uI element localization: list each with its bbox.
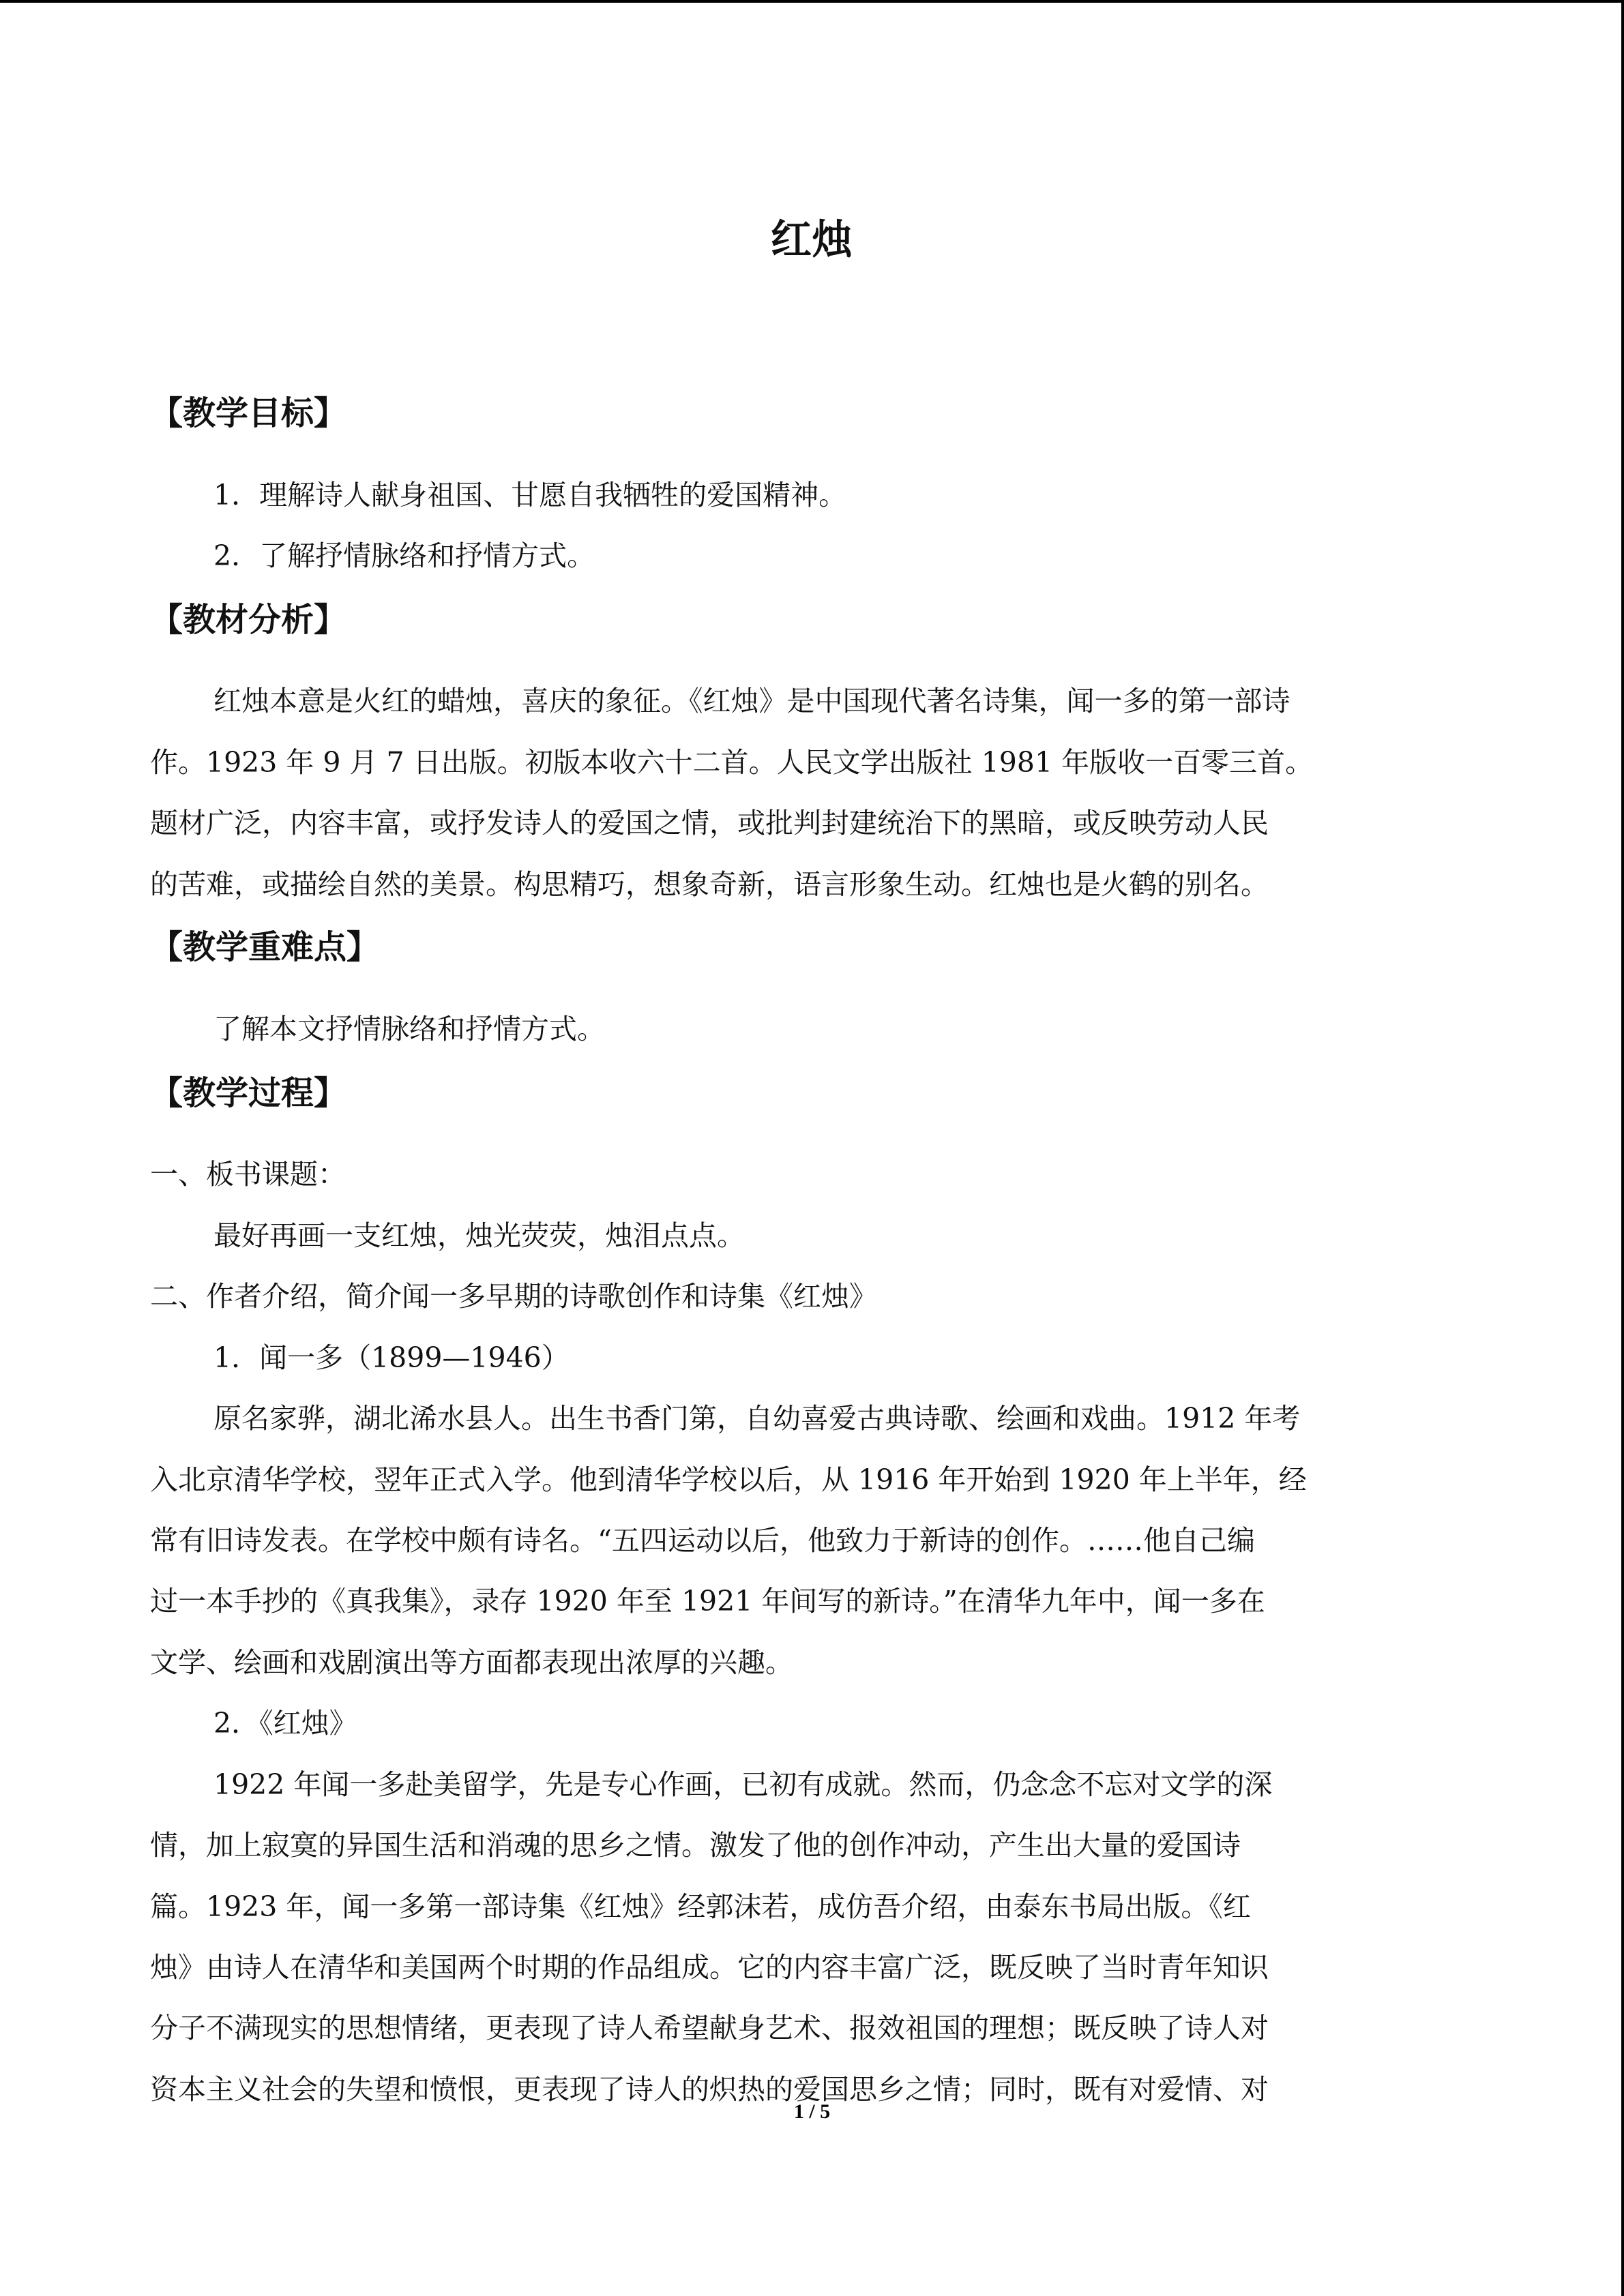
analysis-paragraph-line: 的苦难，或描绘自然的美景。构思精巧，想象奇新，语言形象生动。红烛也是火鹤的别名。 — [150, 868, 1269, 901]
page-border-right — [1621, 0, 1624, 2296]
objective-item: 1．理解诗人献身祖国、甘愿自我牺牲的爱国精神。 — [213, 479, 847, 511]
section-heading-process: 【教学过程】 — [150, 1074, 347, 1112]
collection-intro-line: 情，加上寂寞的异国生活和消魂的思乡之情。激发了他的创作冲动，产生出大量的爱国诗 — [150, 1829, 1241, 1862]
collection-intro-line: 烛》由诗人在清华和美国两个时期的作品组成。它的内容丰富广泛，既反映了当时青年知识 — [150, 1951, 1269, 1984]
section-heading-analysis: 【教材分析】 — [150, 601, 347, 639]
collection-intro-line: 资本主义社会的失望和愤恨，更表现了诗人的炽热的爱国思乡之情；同时，既有对爱情、对 — [150, 2073, 1269, 2106]
section-heading-key-points: 【教学重难点】 — [150, 928, 380, 966]
process-step-text: 最好再画一支红烛，烛光荧荧，烛泪点点。 — [213, 1219, 745, 1252]
collection-intro-line: 1922 年闻一多赴美留学，先是专心作画，已初有成就。然而，仍念念不忘对文学的深 — [213, 1768, 1273, 1801]
analysis-paragraph-line: 题材广泛，内容丰富，或抒发诗人的爱国之情，或批判封建统治下的黑暗，或反映劳动人民 — [150, 807, 1269, 839]
author-bio-line: 过一本手抄的《真我集》，录存 1920 年至 1921 年间写的新诗。”在清华九年中，闻一多在 — [150, 1585, 1265, 1617]
analysis-paragraph-line: 红烛本意是火红的蜡烛，喜庆的象征。《红烛》是中国现代著名诗集，闻一多的第一部诗 — [213, 685, 1290, 717]
author-bio-line: 原名家骅，湖北浠水县人。出生书香门第，自幼喜爱古典诗歌、绘画和戏曲。1912 年考 — [213, 1402, 1301, 1435]
process-subsection-title: 1．闻一多（1899—1946） — [213, 1341, 570, 1374]
collection-intro-line: 分子不满现实的思想情绪，更表现了诗人希望献身艺术、报效祖国的理想；既反映了诗人对 — [150, 2012, 1269, 2044]
process-step-title: 一、板书课题： — [150, 1158, 346, 1191]
author-bio-line: 文学、绘画和戏剧演出等方面都表现出浓厚的兴趣。 — [150, 1646, 793, 1679]
author-bio-line: 入北京清华学校，翌年正式入学。他到清华学校以后，从 1916 年开始到 1920 年上半年，经 — [150, 1463, 1307, 1496]
key-points-text: 了解本文抒情脉络和抒情方式。 — [213, 1013, 605, 1045]
author-bio-line: 常有旧诗发表。在学校中颇有诗名。“五四运动以后，他致力于新诗的创作。……他自己编 — [150, 1524, 1255, 1557]
page-number: 1 / 5 — [793, 2100, 831, 2123]
objective-item: 2．了解抒情脉络和抒情方式。 — [213, 539, 595, 572]
document-title: 红烛 — [771, 216, 853, 264]
process-subsection-title: 2．《红烛》 — [213, 1707, 357, 1740]
analysis-paragraph-line: 作。1923 年 9 月 7 日出版。初版本收六十二首。人民文学出版社 1981 年版收一百零三首。 — [150, 746, 1314, 779]
process-step-title: 二、作者介绍，简介闻一多早期的诗歌创作和诗集《红烛》 — [150, 1280, 877, 1313]
collection-intro-line: 篇。1923 年，闻一多第一部诗集《红烛》经郭沫若，成仿吾介绍，由泰东书局出版。《红 — [150, 1890, 1251, 1923]
page-border-top — [0, 0, 1624, 3]
section-heading-objectives: 【教学目标】 — [150, 394, 347, 432]
